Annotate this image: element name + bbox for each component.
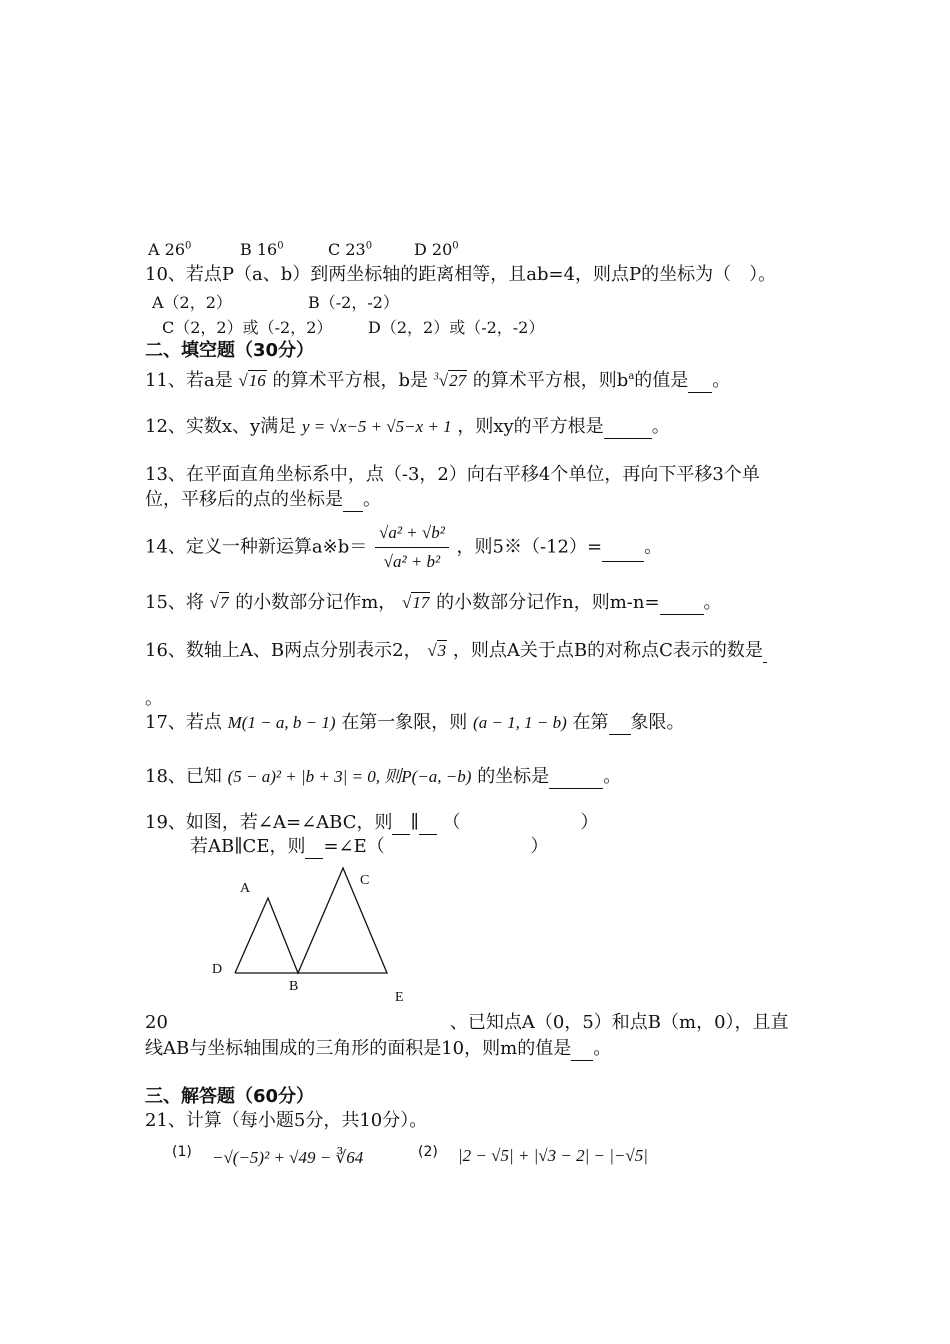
q12: 12、实数x、y满足 y = √x−5 + √5−x + 1 ，则xy的平方根是 。 (145, 416, 670, 437)
q16-end: 。 (145, 688, 163, 709)
q9-option-d: D $20^0$ (414, 240, 459, 259)
q10-option-a: A（2，2） (152, 293, 232, 312)
q21-part-1-expr: −√(−5)² + √49 − ∛64 (212, 1148, 364, 1167)
q10-option-b: B（-2，-2） (308, 293, 399, 312)
triangle-figure (200, 860, 430, 1010)
label-d: D (212, 962, 223, 977)
label-b: B (289, 979, 299, 994)
q11: 11、若a是 √16 的算术平方根，b是 $^3$√27 的算术平方根，则$b^a$的值是 。 (145, 370, 731, 391)
q17: 17、若点 M(1 − a, b − 1) 在第一象限，则 (a − 1, 1 − b) 在第 象限。 (145, 712, 685, 733)
label-e: E (395, 990, 404, 1005)
q20-line-1: 20 、已知点A（0，5）和点B（m，0），且直 (145, 1012, 789, 1033)
label-a: A (240, 881, 251, 896)
label-c: C (360, 873, 370, 888)
section-3-heading: 三、解答题（60分） (145, 1086, 315, 1107)
q21-text: 21、计算（每小题5分，共10分）。 (145, 1110, 428, 1131)
section-2-heading: 二、填空题（30分） (145, 340, 315, 361)
q13-line-1: 13、在平面直角坐标系中，点（-3，2）向右平移4个单位，再向下平移3个单 (145, 464, 760, 485)
q9-option-b: B $16^0$ (240, 240, 284, 259)
q9-option-c: C $23^0$ (328, 240, 373, 259)
q20-line-2: 线AB与坐标轴围成的三角形的面积是10，则m的值是 。 (145, 1038, 612, 1059)
q14: 14、定义一种新运算a※b＝ $\frac{\text{√a² + √b²}}{\text{√a² + b²}}$ ，则5※（-12）= 。 (145, 520, 662, 575)
q19-line-1: 19、如图，若∠A=∠ABC，则 ∥ （ ） (145, 812, 599, 833)
q13-line-2: 位，平移后的点的坐标是 。 (145, 489, 381, 510)
q16: 16、数轴上A、B两点分别表示2， √3 ，则点A关于点B的对称点C表示的数是 (145, 640, 767, 663)
q10-option-c: C（2，2）或（-2，2） (162, 318, 333, 337)
q10-option-d: D（2，2）或（-2，-2） (368, 318, 545, 337)
q9-option-a: A $26^0$ (148, 240, 192, 259)
q15: 15、将 √7 的小数部分记作m， √17 的小数部分记作n，则m-n= 。 (145, 592, 722, 613)
q21-part-2-expr: |2 − √5| + |√3 − 2| − |−√5| (458, 1146, 648, 1165)
q21-part-1-label: (1) (172, 1144, 192, 1160)
q18: 18、已知 (5 − a)² + |b + 3| = 0, 则P(−a, −b) 的坐标是 。 (145, 766, 622, 787)
q19-line-2: 若AB∥CE，则 =∠E（ ） (190, 836, 549, 857)
q21-part-2-label: (2) (418, 1144, 438, 1160)
q10-text: 10、若点P（a、b）到两坐标轴的距离相等，且ab=4，则点P的坐标为（ ）。 (145, 264, 777, 285)
